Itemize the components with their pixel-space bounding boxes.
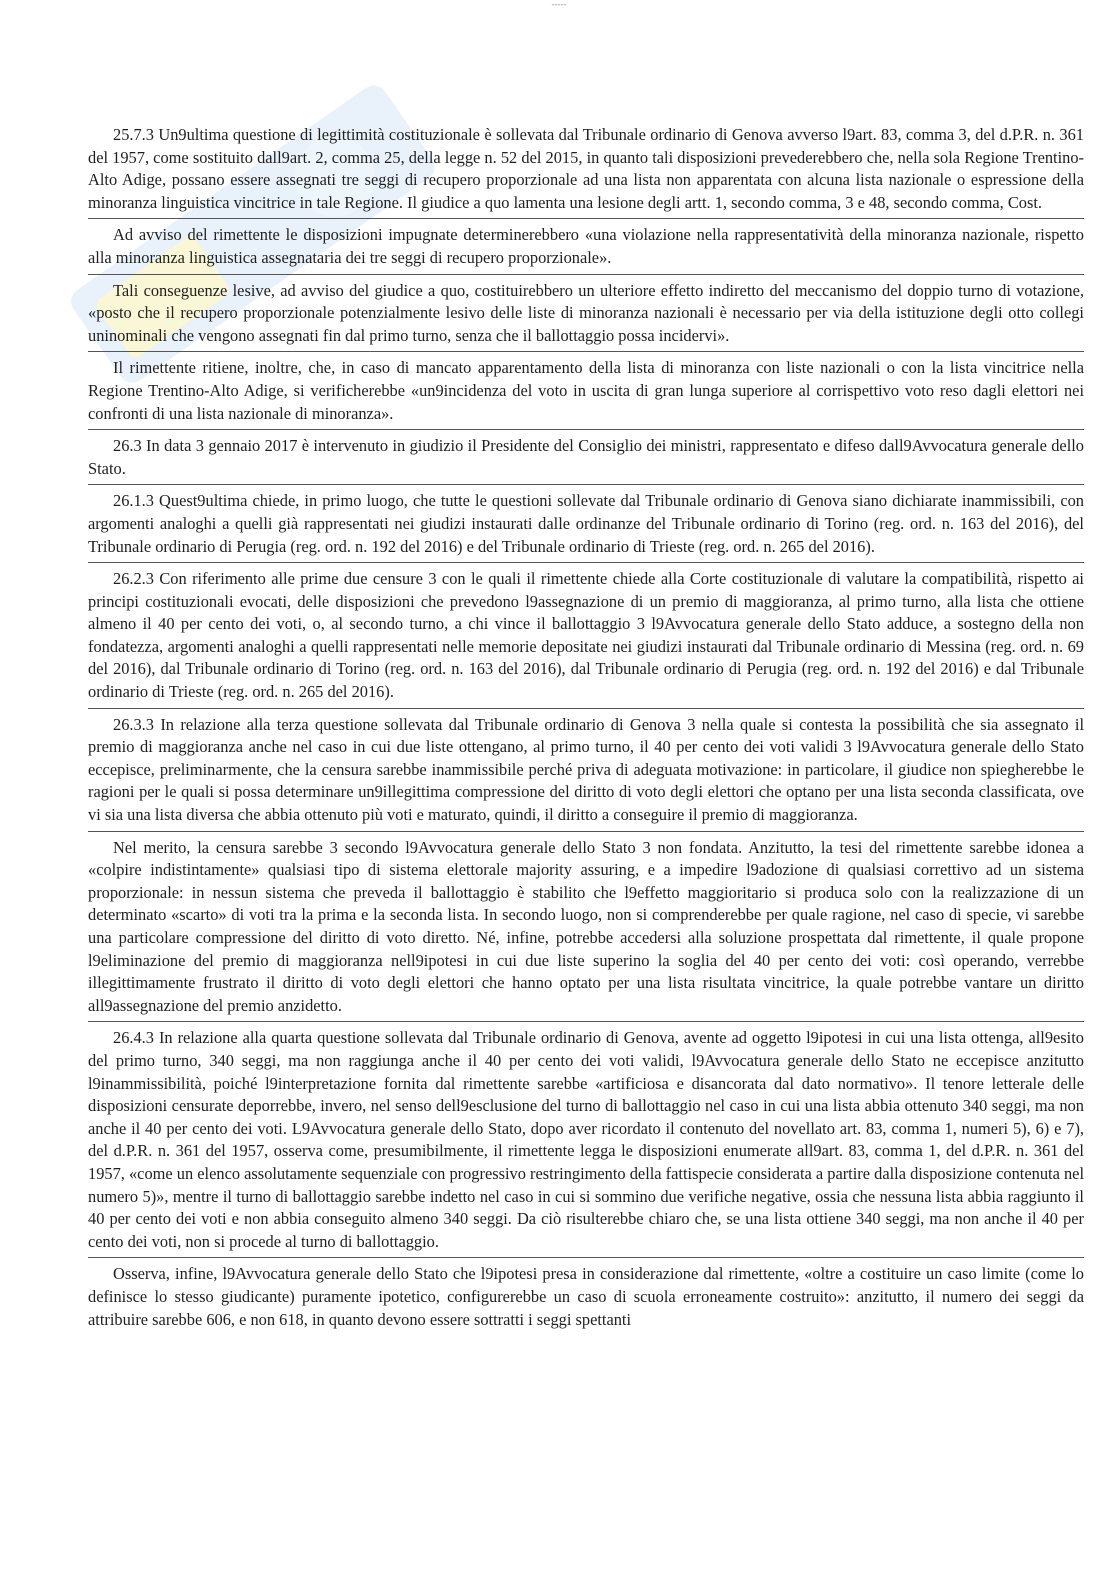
paragraph-26-4-3: 26.4.3 In relazione alla quarta questione sollevata dal Tribunale ordinario di Genova, avente ad oggetto l9ipotesi in cui una lista ottenga, all9esito del primo turno, 340 seggi, ma non raggiunga anche il 40 per cento dei voti validi, l9Avvocatura generale dello Stato ne eccepisce anzitutto l9inammissibilità, poiché l9interpretazione fornita dal rimettente sarebbe «artificiosa e disancorata dal dato normativo». Il tenore letterale delle disposizioni censurate deporrebbe, invero, nel senso dell9esclusione del turno di ballottaggio nel caso in cui una lista abbia ottenuto 340 seggi, ma non anche il 40 per cento dei voti. L9Avvocatura generale dello Stato, dopo aver ricordato il contenuto del novellato art. 83, comma 1, numeri 5), 6) e 7), del d.P.R. n. 361 del 1957, osserva come, presumibilmente, il rimettente legga le disposizioni enumerate all9art. 83, comma 1, del d.P.R. n. 361 del 1957, «come un elenco assolutamente sequenziale con progressivo restringimento della fattispecie considerata a partire dalla disposizione contenuta nel numero 5)», mentre il turno di ballottaggio sarebbe indetto nel caso in cui si sommino due verifiche negative, ossia che nessuna lista abbia raggiunto il 40 per cento dei voti e non abbia conseguito almeno 340 seggi. Da ciò risulterebbe chiaro che, se una lista ottiene 340 seggi, ma non anche il 40 per cento dei voti, non si procede al turno di ballottaggio. — [88, 1027, 1084, 1258]
paragraph: Ad avviso del rimettente le disposizioni impugnate determinerebbero «una violazione nella rappresentatività della minoranza nazionale, rispetto alla minoranza linguistica assegnataria dei tre seggi di recupero proporzionale». — [88, 224, 1084, 274]
paragraph-26-1-3: 26.1.3 Quest9ultima chiede, in primo luogo, che tutte le questioni sollevate dal Tribunale ordinario di Genova siano dichiarate inammissibili, con argomenti analoghi a quelli già rappresentati nei giudizi instaurati dalle ordinanze del Tribunale ordinario di Torino (reg. ord. n. 163 del 2016), del Tribunale ordinario di Perugia (reg. ord. n. 192 del 2016) e del Tribunale ordinario di Trieste (reg. ord. n. 265 del 2016). — [88, 490, 1084, 563]
paragraph-26-2-3: 26.2.3 Con riferimento alle prime due censure 3 con le quali il rimettente chiede alla Corte costituzionale di valutare la compatibilità, rispetto ai principi costituzionali evocati, delle disposizioni che prevedono l9assegnazione di un premio di maggioranza, al primo turno, alla lista che ottiene almeno il 40 per cento dei voti, o, al secondo turno, a chi vince il ballottaggio 3 l9Avvocatura generale dello Stato adduce, a sostegno della non fondatezza, argomenti analoghi a quelli rappresentati nelle memorie depositate nei giudizi instaurati dal Tribunale ordinario di Messina (reg. ord. n. 69 del 2016), dal Tribunale ordinario di Torino (reg. ord. n. 163 del 2016), dal Tribunale ordinario di Perugia (reg. ord. n. 192 del 2016) e dal Tribunale ordinario di Trieste (reg. ord. n. 265 del 2016). — [88, 568, 1084, 709]
header-mark: ----- — [551, 0, 567, 9]
paragraph: Osserva, infine, l9Avvocatura generale dello Stato che l9ipotesi presa in considerazione dal rimettente, «oltre a costituire un caso limite (come lo definisce lo stesso giudicante) puramente ipotetico, configurerebbe un caso di scuola erroneamente costruito»: anzitutto, il numero dei seggi da attribuire sarebbe 606, e non 618, in quanto devono essere sottratti i seggi spettanti — [88, 1264, 1084, 1329]
paragraph: Tali conseguenze lesive, ad avviso del giudice a quo, costituirebbero un ulteriore effetto indiretto del meccanismo del doppio turno di votazione, «posto che il recupero proporzionale potenzialmente lesivo delle liste di minoranza nazionali è necessario per via della istituzione degli otto collegi uninominali che vengono assegnati fin dal primo turno, senza che il ballottaggio possa incidervi». — [88, 280, 1084, 353]
paragraph: Nel merito, la censura sarebbe 3 secondo l9Avvocatura generale dello Stato 3 non fondata. Anzitutto, la tesi del rimettente sarebbe idonea a «colpire indistintamente» qualsiasi tipo di sistema elettorale majority assuring, e a impedire l9adozione di qualsiasi correttivo ad un sistema proporzionale: in nessun sistema che preveda il ballottaggio è stabilito che l9effetto maggioritario si produca solo con la realizzazione di un determinato «scarto» di voti tra la prima e la seconda lista. In secondo luogo, non si comprenderebbe per quale ragione, nel caso di specie, vi sarebbe una particolare compressione del diritto di voto diretto. Né, infine, potrebbe accedersi alla soluzione prospettata dal rimettente, il quale propone l9eliminazione del premio di maggioranza nell9ipotesi in cui due liste superino la soglia del 40 per cento dei voti: così operando, verrebbe illegittimamente frustrato il diritto di voto degli elettori che hanno optato per una lista risultata vincitrice, la quale potrebbe vantare un diritto all9assegnazione del premio anzidetto. — [88, 837, 1084, 1023]
paragraph: Il rimettente ritiene, inoltre, che, in caso di mancato apparentamento della lista di minoranza con liste nazionali o con la lista vincitrice nella Regione Trentino-Alto Adige, si verificherebbe «un9incidenza del voto in uscita di gran lunga superiore al corrispettivo voto reso dagli elettori nei confronti di una lista nazionale di minoranza». — [88, 357, 1084, 430]
paragraph-25-7-3: 25.7.3 Un9ultima questione di legittimità costituzionale è sollevata dal Tribunale ordinario di Genova avverso l9art. 83, comma 3, del d.P.R. n. 361 del 1957, come sostituito dall9art. 2, comma 25, della legge n. 52 del 2015, in quanto tali disposizioni prevederebbero che, nella sola Regione Trentino-Alto Adige, possano essere assegnati tre seggi di recupero proporzionale ad una lista non apparentata con alcuna lista nazionale o espressione della minoranza linguistica vincitrice in tale Regione. Il giudice a quo lamenta una lesione degli artt. 1, secondo comma, 3 e 48, secondo comma, Cost. — [88, 124, 1084, 219]
document-body — [88, 124, 1084, 1340]
paragraph-26-3: 26.3 In data 3 gennaio 2017 è intervenuto in giudizio il Presidente del Consiglio dei ministri, rappresentato e difeso dall9Avvocatura generale dello Stato. — [88, 435, 1084, 485]
paragraph-26-3-3: 26.3.3 In relazione alla terza questione sollevata dal Tribunale ordinario di Genova 3 nella quale si contesta la possibilità che sia assegnato il premio di maggioranza anche nel caso in cui due liste ottengano, al primo turno, il 40 per cento dei voti validi 3 l9Avvocatura generale dello Stato eccepisce, preliminarmente, che la censura sarebbe inammissibile perché priva di adeguata motivazione: in particolare, il giudice non spiegherebbe le ragioni per le quali si possa determinare un9illegittima compressione del diritto di voto degli elettori che optano per una lista seconda classificata, ove vi sia una lista diversa che abbia ottenuto più voti e maturato, quindi, il diritto a conseguire il premio di maggioranza. — [88, 714, 1084, 832]
